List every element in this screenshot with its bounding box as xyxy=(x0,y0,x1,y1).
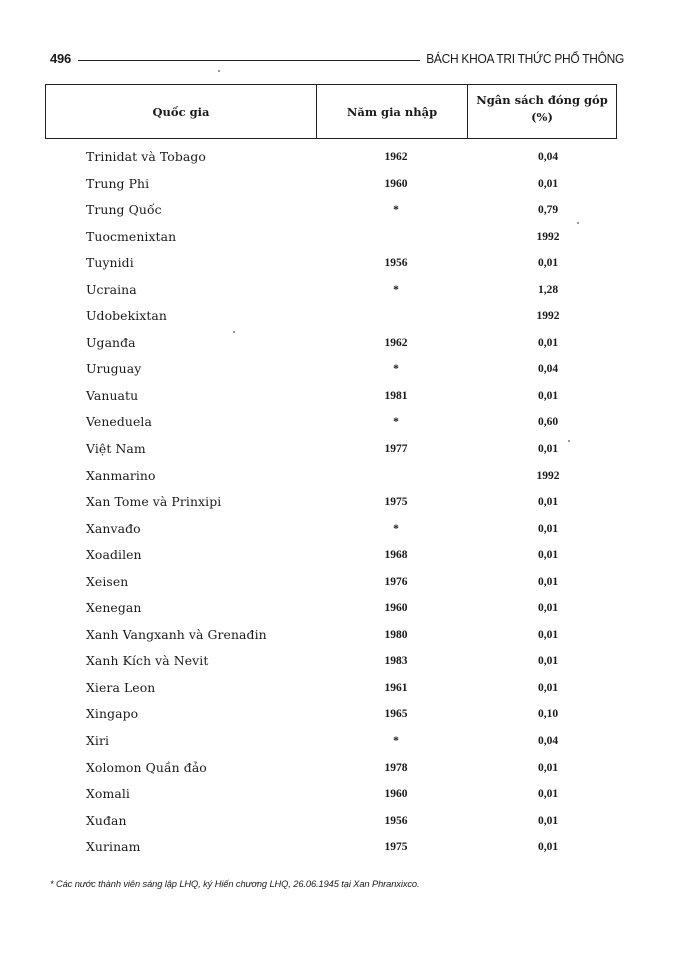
country-name: Xiri xyxy=(86,733,110,749)
budget-share: 0,04 xyxy=(537,151,559,163)
country-name: Ucraina xyxy=(86,281,137,297)
join-year: * xyxy=(393,522,399,535)
join-year: 1960 xyxy=(384,788,408,801)
book-title: BÁCH KHOA TRI THỨC PHỔ THÔNG xyxy=(426,51,624,66)
join-year: 1977 xyxy=(384,443,408,456)
column-header-country: Quốc gia xyxy=(152,105,210,119)
country-name: Xurinam xyxy=(86,839,141,855)
country-name: Xoadilen xyxy=(86,547,142,563)
join-year: 1980 xyxy=(384,628,408,641)
table-row xyxy=(0,201,684,228)
budget-share: 0,79 xyxy=(537,204,559,217)
table-row xyxy=(0,838,684,865)
column-header-budget-line1: Ngân sách đóng góp xyxy=(476,93,608,107)
table-row xyxy=(0,387,684,414)
table-row xyxy=(0,175,684,202)
scan-speck xyxy=(577,222,579,224)
budget-share: 0,01 xyxy=(537,761,559,774)
column-header-budget-line2: (%) xyxy=(531,110,553,124)
budget-share: 1,28 xyxy=(537,283,559,296)
country-name: Xanmarino xyxy=(86,467,156,483)
country-name: Xanvađo xyxy=(86,520,141,536)
country-name: Xiera Leon xyxy=(86,679,156,695)
budget-share: 0,10 xyxy=(537,708,559,721)
budget-share: 0,01 xyxy=(537,681,559,694)
join-year: 1956 xyxy=(384,257,408,270)
table-row xyxy=(0,467,684,494)
country-name: Xenegan xyxy=(86,600,142,616)
table-row xyxy=(0,413,684,440)
country-name: Xanh Vangxanh và Grenađin xyxy=(86,626,267,642)
join-year: * xyxy=(393,735,399,748)
table-row xyxy=(0,228,684,255)
table-row xyxy=(0,440,684,467)
country-name: Udobekixtan xyxy=(86,308,168,324)
budget-share: 0,01 xyxy=(537,575,559,588)
country-name: Xanh Kích và Nevit xyxy=(86,653,209,669)
country-name: Vanuatu xyxy=(86,387,139,403)
budget-share: 0,01 xyxy=(537,389,559,402)
budget-share: 0,01 xyxy=(537,522,559,535)
table-row xyxy=(0,254,684,281)
budget-share: 0,01 xyxy=(537,628,559,641)
budget-share: 0,01 xyxy=(537,841,559,854)
table-row xyxy=(0,493,684,520)
budget-share: 0,01 xyxy=(537,549,559,562)
join-year: 1983 xyxy=(384,655,408,668)
scan-speck xyxy=(218,70,220,72)
column-header-year: Năm gia nhập xyxy=(346,105,438,119)
budget-share: 1992 xyxy=(536,310,560,323)
budget-share: 0,60 xyxy=(537,416,559,429)
table-row xyxy=(0,812,684,839)
table-row xyxy=(0,679,684,706)
table-row xyxy=(0,626,684,653)
country-name: Xomali xyxy=(86,786,130,802)
country-name: Tuynidi xyxy=(86,255,134,271)
footnote: * Các nước thành viên sáng lập LHQ, ký Hiến chương LHQ, 26.06.1945 tại Xan Phranxixco. xyxy=(50,879,420,889)
join-year: * xyxy=(393,283,399,296)
table-row xyxy=(0,785,684,812)
join-year: 1976 xyxy=(384,575,408,588)
budget-share: 0,01 xyxy=(537,602,559,615)
table-row xyxy=(0,281,684,308)
budget-share: 0,01 xyxy=(537,257,559,270)
budget-share: 0,01 xyxy=(537,655,559,668)
table-row xyxy=(0,759,684,786)
table-body xyxy=(0,148,684,865)
join-year: 1961 xyxy=(384,681,408,694)
join-year: 1960 xyxy=(384,177,408,190)
join-year: * xyxy=(393,204,399,217)
join-year: 1956 xyxy=(384,814,408,827)
join-year: 1965 xyxy=(384,708,408,721)
scan-speck xyxy=(233,331,235,333)
page-number: 496 xyxy=(50,51,72,66)
country-name: Việt Nam xyxy=(86,441,146,457)
country-name: Uruguay xyxy=(86,361,142,377)
budget-share: 0,01 xyxy=(537,443,559,456)
header-rule xyxy=(78,60,420,61)
table-row xyxy=(0,360,684,387)
join-year: 1968 xyxy=(384,549,408,562)
join-year: 1981 xyxy=(384,389,408,402)
column-header-budget xyxy=(468,92,616,126)
join-year: 1960 xyxy=(384,602,408,615)
running-header xyxy=(50,51,626,71)
budget-share: 1992 xyxy=(536,469,560,482)
join-year: 1975 xyxy=(384,496,408,509)
country-name: Xingapo xyxy=(86,706,139,722)
country-name: Xolomon Quần đảo xyxy=(86,759,207,775)
table-row xyxy=(0,732,684,759)
country-name: Uganđa xyxy=(86,334,136,350)
budget-share: 0,01 xyxy=(537,496,559,509)
join-year: 1978 xyxy=(384,761,408,774)
country-name: Veneduela xyxy=(86,414,152,430)
join-year: 1975 xyxy=(384,841,408,854)
join-year: 1962 xyxy=(384,336,408,349)
budget-share: 1992 xyxy=(536,230,560,243)
join-year: 1962 xyxy=(384,151,408,163)
country-name: Xuđan xyxy=(86,812,127,828)
table-row xyxy=(0,307,684,334)
country-name: Tuocmenixtan xyxy=(86,228,177,244)
table-row xyxy=(0,334,684,361)
join-year: * xyxy=(393,416,399,429)
table-row xyxy=(0,148,684,175)
scan-speck xyxy=(568,440,570,442)
table-row xyxy=(0,573,684,600)
budget-share: 0,04 xyxy=(537,363,559,376)
budget-share: 0,01 xyxy=(537,336,559,349)
country-name: Trung Quốc xyxy=(86,202,162,218)
table-row xyxy=(0,546,684,573)
table-row xyxy=(0,652,684,679)
country-name: Xeisen xyxy=(86,573,129,589)
budget-share: 0,01 xyxy=(537,814,559,827)
table-row xyxy=(0,705,684,732)
country-name: Trinidat và Tobago xyxy=(86,149,206,164)
join-year: * xyxy=(393,363,399,376)
table-row xyxy=(0,520,684,547)
budget-share: 0,01 xyxy=(537,177,559,190)
budget-share: 0,01 xyxy=(537,788,559,801)
table-row xyxy=(0,599,684,626)
budget-share: 0,04 xyxy=(537,735,559,748)
country-name: Trung Phi xyxy=(86,175,150,191)
country-name: Xan Tome và Prinxipi xyxy=(86,494,222,510)
